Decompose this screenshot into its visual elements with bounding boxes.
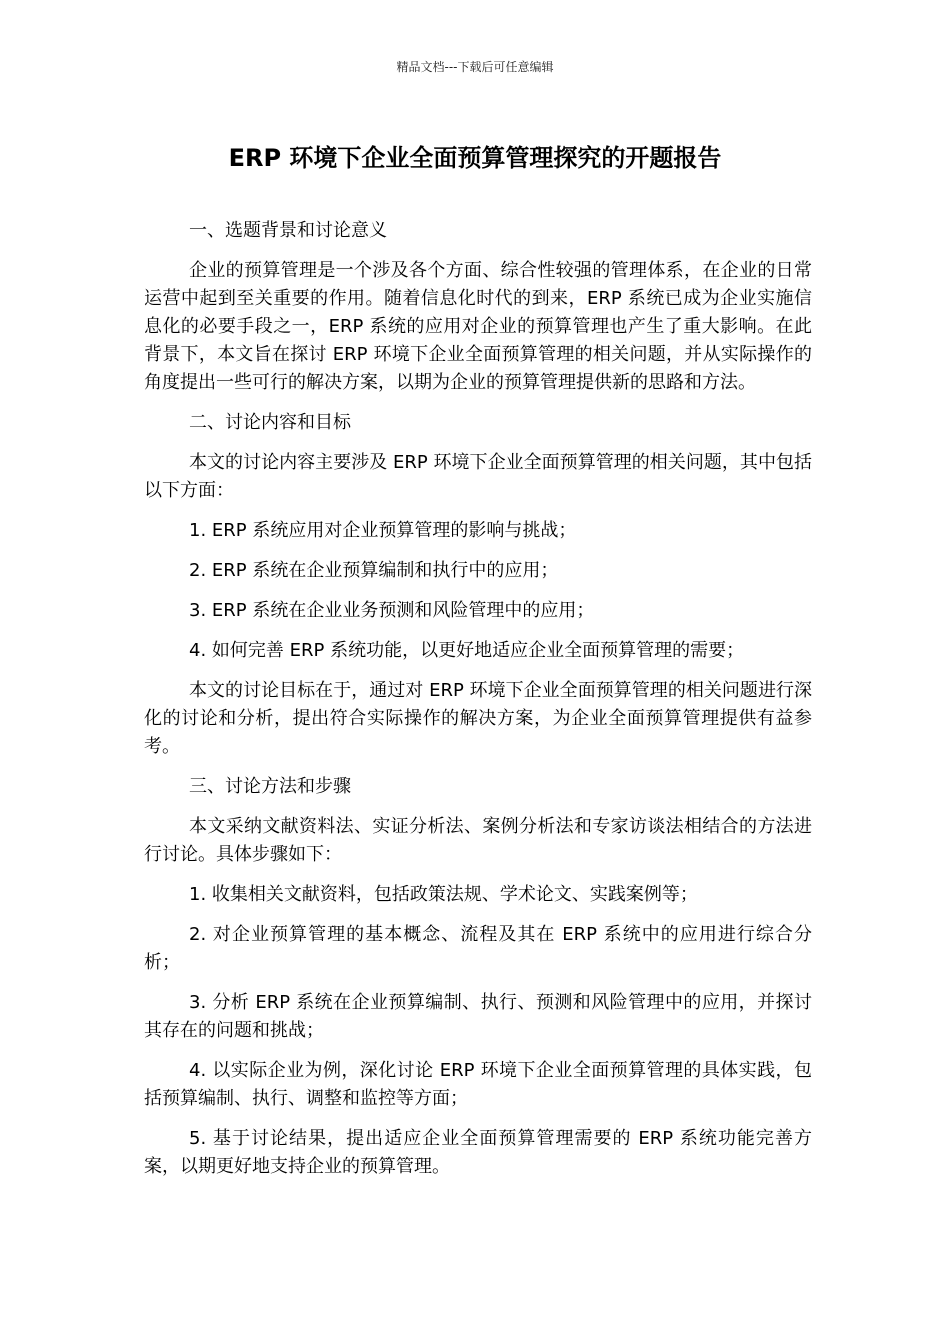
section2-intro: 本文的讨论内容主要涉及 ERP 环境下企业全面预算管理的相关问题，其中包括以下方面： (144, 452, 812, 501)
section3-step: 2. 对企业预算管理的基本概念、流程及其在 ERP 系统中的应用进行综合分析； (144, 924, 812, 973)
section3-step: 4. 以实际企业为例，深化讨论 ERP 环境下企业全面预算管理的具体实践，包括预算编制、执行、调整和监控等方面； (144, 1060, 812, 1109)
section3-step: 3. 分析 ERP 系统在企业预算编制、执行、预测和风险管理中的应用，并探讨其存在的问题和挑战； (144, 992, 812, 1041)
section3-step: 5. 基于讨论结果，提出适应企业全面预算管理需要的 ERP 系统功能完善方案，以期更好地支持企业的预算管理。 (144, 1128, 812, 1177)
header-note: 精品文档---下载后可任意编辑 (396, 60, 554, 74)
section1-paragraph: 企业的预算管理是一个涉及各个方面、综合性较强的管理体系，在企业的日常运营中起到至关重要的作用。随着信息化时代的到来，ERP 系统已成为企业实施信息化的必要手段之一，ERP 系统的应用对企业的预算管理也产生了重大影响。在此背景下，本文旨在探讨 ERP 环境下企业全面预算管理的相关问题，并从实际操作的角度提出一些可行的解决方案，以期为企业的预算管理提供新的思路和方法。 (144, 260, 812, 393)
section2-item: 3. ERP 系统在企业业务预测和风险管理中的应用； (189, 600, 595, 621)
section3-heading: 三、讨论方法和步骤 (189, 776, 351, 797)
section2-item: 4. 如何完善 ERP 系统功能，以更好地适应企业全面预算管理的需要； (189, 640, 745, 661)
section2-item: 1. ERP 系统应用对企业预算管理的影响与挑战； (189, 520, 577, 541)
section2-heading: 二、讨论内容和目标 (189, 412, 351, 433)
section3-intro: 本文采纳文献资料法、实证分析法、案例分析法和专家访谈法相结合的方法进行讨论。具体步骤如下： (144, 816, 812, 865)
document-title: ERP 环境下企业全面预算管理探究的开题报告 (228, 144, 722, 172)
section2-goal: 本文的讨论目标在于，通过对 ERP 环境下企业全面预算管理的相关问题进行深化的讨论和分析，提出符合实际操作的解决方案，为企业全面预算管理提供有益参考。 (144, 680, 812, 757)
section1-heading: 一、选题背景和讨论意义 (189, 220, 387, 241)
section3-step: 1. 收集相关文献资料，包括政策法规、学术论文、实践案例等； (189, 884, 698, 905)
section2-item: 2. ERP 系统在企业预算编制和执行中的应用； (189, 560, 559, 581)
document-body (144, 217, 812, 1193)
